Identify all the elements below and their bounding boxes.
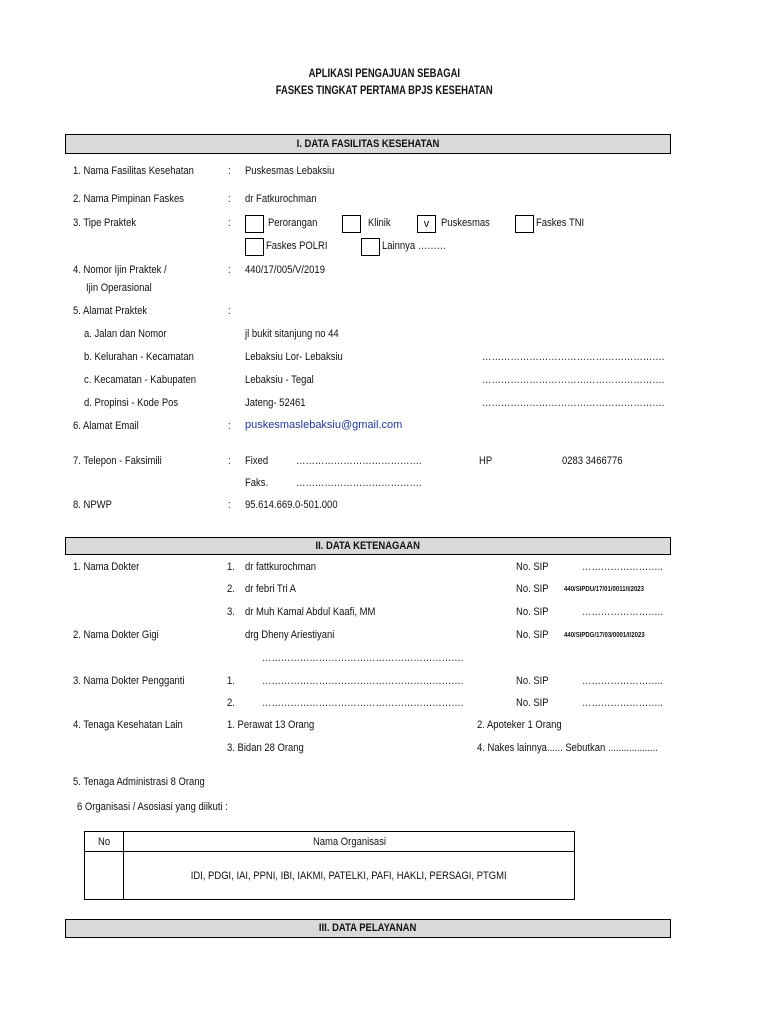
section-heading-ketenagaan: II. DATA KETENAGAAN <box>65 537 671 555</box>
table-header-no: No <box>85 832 124 852</box>
dokter-gigi-name: drg Dheny Ariestiyani <box>245 629 335 641</box>
section-heading-pelayanan: III. DATA PELAYANAN <box>65 919 671 938</box>
checkbox-faskes-polri[interactable] <box>245 238 264 256</box>
faks-label: Faks. <box>245 477 269 489</box>
option-lainnya: Lainnya ……… <box>382 240 447 252</box>
sip-value: 440/SIPDG/17/03/0001/I/2023 <box>564 632 645 639</box>
colon: : <box>228 165 231 177</box>
dokter-pengganti-label: 3. Nama Dokter Pengganti <box>73 675 185 687</box>
kelurahan-label: b. Kelurahan - Kecamatan <box>84 351 194 363</box>
checkbox-faskes-tni[interactable] <box>515 215 534 233</box>
kecamatan-value: Lebaksiu - Tegal <box>245 374 314 386</box>
checkbox-klinik[interactable] <box>342 215 361 233</box>
email-value[interactable]: puskesmaslebaksiu@gmail.com <box>245 419 403 431</box>
section-heading-fasilitas: I. DATA FASILITAS KESEHATAN <box>65 134 671 154</box>
checkbox-puskesmas[interactable]: v <box>417 215 436 233</box>
propinsi-dots: …………………………………………………. <box>482 397 665 409</box>
hp-value: 0283 3466776 <box>562 455 623 467</box>
pengganti-dots: ………………………………………………………. <box>262 675 464 687</box>
dokter-gigi-label: 2. Nama Dokter Gigi <box>73 629 159 641</box>
sip-value: …………………….. <box>582 606 663 618</box>
colon: : <box>228 193 231 205</box>
nama-faskes-value: Puskesmas Lebaksiu <box>245 165 335 177</box>
fixed-label: Fixed <box>245 455 269 467</box>
sip-value: …………………….. <box>582 675 663 687</box>
pengganti-dots: ………………………………………………………. <box>262 697 464 709</box>
sip-label: No. SIP <box>516 561 549 573</box>
colon: : <box>228 264 231 276</box>
dokter-name: dr Muh Kamal Abdul Kaafi, MM <box>245 606 376 618</box>
fixed-dots: …………………………………. <box>296 455 422 467</box>
option-klinik: Klinik <box>368 217 391 229</box>
kelurahan-dots: …………………………………………………. <box>482 351 665 363</box>
kecamatan-dots: …………………………………………………. <box>482 374 665 386</box>
option-faskes-tni: Faskes TNI <box>536 217 585 229</box>
telepon-label: 7. Telepon - Faksimili <box>73 455 162 467</box>
option-faskes-polri: Faskes POLRI <box>266 240 328 252</box>
email-label: 6. Alamat Email <box>73 420 139 432</box>
document-title-line2: FASKES TINGKAT PERTAMA BPJS KESEHATAN <box>275 85 493 97</box>
dokter-name: dr febri Tri A <box>245 583 296 595</box>
ijin-label-line1: 4. Nomor Ijin Praktek / <box>73 264 167 276</box>
checkbox-perorangan[interactable] <box>245 215 264 233</box>
jalan-value: jl bukit sitanjung no 44 <box>245 328 339 340</box>
alamat-praktek-label: 5. Alamat Praktek <box>73 305 148 317</box>
tenaga-administrasi: 5. Tenaga Administrasi 8 Orang <box>73 776 205 788</box>
dokter-num: 2. <box>227 583 235 595</box>
colon: : <box>228 455 231 467</box>
perawat-count: 1. Perawat 13 Orang <box>227 719 315 731</box>
npwp-label: 8. NPWP <box>73 499 112 511</box>
pengganti-num: 1. <box>227 675 235 687</box>
sip-value: 440/SIPDU/17/01/0011/I/2023 <box>564 586 645 593</box>
hp-label: HP <box>479 455 493 467</box>
propinsi-value: Jateng- 52461 <box>245 397 306 409</box>
sip-label: No. SIP <box>516 697 549 709</box>
jalan-label: a. Jalan dan Nomor <box>84 328 167 340</box>
sip-label: No. SIP <box>516 629 549 641</box>
table-cell-no <box>85 852 124 900</box>
propinsi-label: d. Propinsi - Kode Pos <box>84 397 179 409</box>
tipe-praktek-label: 3. Tipe Praktek <box>73 217 137 229</box>
npwp-value: 95.614.669.0-501.000 <box>245 499 338 511</box>
table-cell-organisasi: IDI, PDGI, IAI, PPNI, IBI, IAKMI, PATELKI, PAFI, HAKLI, PERSAGI, PTGMI <box>124 852 575 900</box>
colon: : <box>228 305 231 317</box>
kelurahan-value: Lebaksiu Lor- Lebaksiu <box>245 351 343 363</box>
sip-value: …………………….. <box>582 697 663 709</box>
document-title-line1: APLIKASI PENGAJUAN SEBAGAI <box>308 68 460 80</box>
sip-label: No. SIP <box>516 606 549 618</box>
pimpinan-value: dr Fatkurochman <box>245 193 317 205</box>
nama-faskes-label: 1. Nama Fasilitas Kesehatan <box>73 165 194 177</box>
colon: : <box>228 217 231 229</box>
colon: : <box>228 420 231 432</box>
sip-label: No. SIP <box>516 675 549 687</box>
dokter-num: 1. <box>227 561 235 573</box>
table-header-nama: Nama Organisasi <box>124 832 575 852</box>
organisasi-label: 6 Organisasi / Asosiasi yang diikuti : <box>77 801 228 813</box>
colon: : <box>228 499 231 511</box>
pengganti-num: 2. <box>227 697 235 709</box>
apoteker-count: 2. Apoteker 1 Orang <box>477 719 562 731</box>
dokter-num: 3. <box>227 606 235 618</box>
nakes-lainnya: 4. Nakes lainnya...... Sebutkan ................... <box>477 742 658 754</box>
checkbox-lainnya[interactable] <box>361 238 380 256</box>
ijin-value: 440/17/005/V/2019 <box>245 264 325 276</box>
option-perorangan: Perorangan <box>268 217 318 229</box>
table-row <box>85 852 575 900</box>
pimpinan-label: 2. Nama Pimpinan Faskes <box>73 193 184 205</box>
nama-dokter-label: 1. Nama Dokter <box>73 561 140 573</box>
kecamatan-label: c. Kecamatan - Kabupaten <box>84 374 197 386</box>
faks-dots: …………………………………. <box>296 477 422 489</box>
bidan-count: 3. Bidan 28 Orang <box>227 742 304 754</box>
dokter-gigi-dots: ………………………………………………………. <box>262 652 464 664</box>
organisasi-table <box>84 831 575 900</box>
ijin-label-line2: Ijin Operasional <box>86 282 152 294</box>
tenaga-lain-label: 4. Tenaga Kesehatan Lain <box>73 719 183 731</box>
sip-label: No. SIP <box>516 583 549 595</box>
sip-value: …………………….. <box>582 561 663 573</box>
dokter-name: dr fattkurochman <box>245 561 316 573</box>
option-puskesmas: Puskesmas <box>441 217 490 229</box>
table-header-row <box>85 832 575 852</box>
